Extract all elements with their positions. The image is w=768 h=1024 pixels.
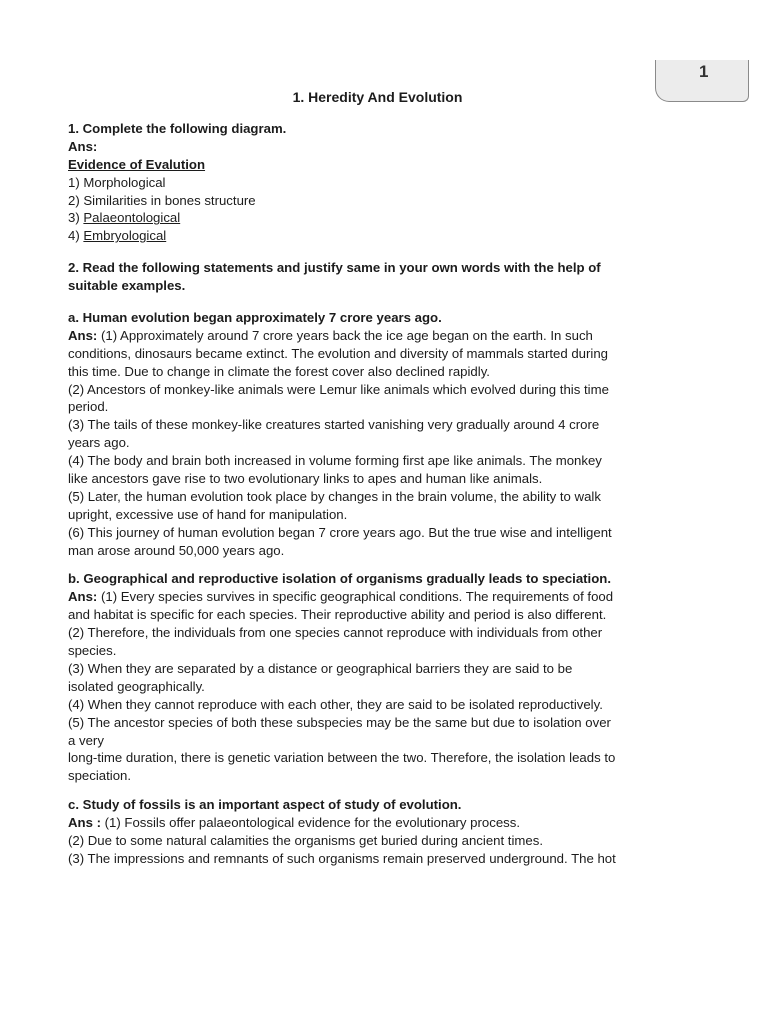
- qc-line-1-text: (1) Fossils offer palaeontological evidence for the evolutionary process.: [100, 815, 521, 831]
- q1-heading: Evidence of Evalution: [68, 156, 206, 172]
- document-title: [0, 89, 768, 105]
- qb-line-11: speciation.: [68, 768, 132, 784]
- qb-line-8: (5) The ancestor species of both these subspecies may be the same but due to isolation over: [68, 714, 611, 730]
- qc-line-3: (3) The impressions and remnants of such organisms remain preserved underground. The hot: [68, 850, 616, 866]
- qb-line-2: and habitat is specific for each species. Their reproductive ability and period is also different.: [68, 607, 607, 623]
- page-number: 1: [699, 62, 709, 81]
- q1-item-3: [68, 209, 708, 227]
- qb-line-6: isolated geographically.: [68, 678, 205, 694]
- qc-line-2: (2) Due to some natural calamities the organisms get buried during ancient times.: [68, 832, 543, 848]
- q1-item-3-text: Palaeontological: [83, 210, 181, 226]
- qb-line-1: [68, 588, 708, 606]
- qc-line-1: [68, 814, 708, 832]
- qa-line-13: man arose around 50,000 years ago.: [68, 542, 285, 558]
- q2-question-line-1: 2. Read the following statements and justify same in your own words with the help of: [68, 260, 601, 276]
- qb-line-1-text: (1) Every species survives in specific geographical conditions. The requirements of food: [97, 589, 614, 605]
- qb-line-3: (2) Therefore, the individuals from one species cannot reproduce with individuals from other: [68, 625, 603, 641]
- qa-line-12: (6) This journey of human evolution began 7 crore years ago. But the true wise and intelligent: [68, 524, 612, 540]
- qb-line-9: a very: [68, 732, 104, 748]
- qc-ans-label: Ans :: [68, 815, 101, 831]
- qa-line-8: (4) The body and brain both increased in volume forming first ape like animals. The monkey: [68, 453, 602, 469]
- qb-ans-label: Ans:: [68, 589, 98, 605]
- q1-item-2: [68, 192, 708, 210]
- qb-line-5: (3) When they are separated by a distance or geographical barriers they are said to be: [68, 660, 573, 676]
- q2-question-line-2: suitable examples.: [68, 278, 186, 294]
- qa-line-4: (2) Ancestors of monkey-like animals were Lemur like animals which evolved during this time: [68, 381, 609, 397]
- q1-item-1-num: 1): [68, 174, 84, 190]
- qb-heading: b. Geographical and reproductive isolation of organisms gradually leads to speciation.: [68, 571, 611, 587]
- q1-item-4-num: 4): [68, 228, 84, 244]
- qa-line-6: (3) The tails of these monkey-like creatures started vanishing very gradually around 4 crore: [68, 417, 600, 433]
- qa-line-11: upright, excessive use of hand for manipulation.: [68, 506, 348, 522]
- qa-line-2: conditions, dinosaurs became extinct. The evolution and diversity of mammals started during: [68, 345, 608, 361]
- q1-question: 1. Complete the following diagram.: [68, 121, 287, 136]
- qa-ans-label: Ans:: [68, 327, 98, 343]
- document-title-text: 1. Heredity And Evolution: [292, 89, 463, 105]
- qb-line-7: (4) When they cannot reproduce with each other, they are said to be isolated reproductively.: [68, 696, 603, 712]
- q1-item-3-num: 3): [68, 210, 84, 226]
- qa-line-1-text: (1) Approximately around 7 crore years back the ice age began on the earth. In such: [97, 327, 593, 343]
- q1-ans-label: Ans:: [68, 138, 98, 154]
- q1-item-1-text: Morphological: [83, 174, 166, 190]
- q1-item-1: [68, 174, 708, 192]
- qb-line-10: long-time duration, there is genetic variation between the two. Therefore, the isolation leads to: [68, 750, 616, 766]
- qa-line-9: like ancestors gave rise to two evolutionary links to apes and human like animals.: [68, 471, 543, 487]
- qb-line-4: species.: [68, 643, 117, 659]
- qa-line-1: [68, 327, 708, 345]
- qa-heading: a. Human evolution began approximately 7 crore years ago.: [68, 310, 442, 326]
- q1-item-4: [68, 227, 708, 245]
- qa-line-7: years ago.: [68, 435, 130, 451]
- q1-item-4-text: Embryological: [83, 228, 167, 244]
- qc-heading: c. Study of fossils is an important aspect of study of evolution.: [68, 797, 462, 813]
- q1-item-2-text: Similarities in bones structure: [83, 192, 256, 208]
- qa-line-5: period.: [68, 399, 109, 415]
- q1-item-2-num: 2): [68, 192, 84, 208]
- qa-line-10: (5) Later, the human evolution took place by changes in the brain volume, the ability to walk: [68, 488, 601, 504]
- qa-line-3: this time. Due to change in climate the forest cover also declined rapidly.: [68, 363, 490, 379]
- document-body: [68, 120, 708, 868]
